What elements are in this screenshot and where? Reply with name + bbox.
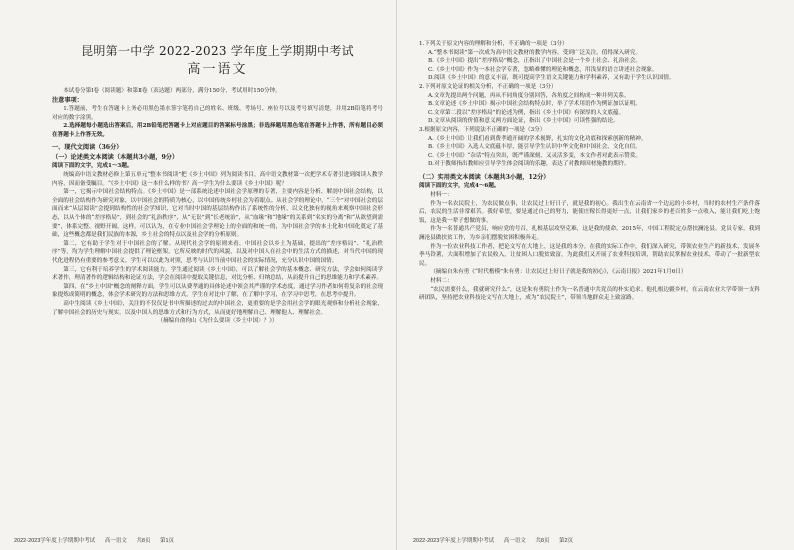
option-a: A.“整本书阅读”第一次成为高中语文教材的教学内容，受到广泛关注，值得深入研究。 [428, 49, 641, 56]
option-a: A.文章先提出两个问题，再从不同角度分别回答，各角度之间构成一种并列关系。 [428, 92, 630, 99]
passage-paragraph: 统编高中语文教材必修上第五单元“整本书阅读”把《乡土中国》列为阅读书目，高中语文教材第一次把学术专著引进到阅读人教学内容，因而备受瞩目。“《乡土中国》这一本什么样的书？高一学生为什么要读《乡土中国》呢？ [52, 172, 383, 187]
notice-item: 1.答题前，考生在答题卡上务必用黑色墨水签字笔将自己的姓名、班级、考场号、座位号以及考号填写清楚，并用2B铅笔将考号对应的数字涂黑。 [52, 106, 383, 121]
subsection-heading: （二）实用类文本阅读（本题共3小题，12分） [419, 173, 550, 181]
footer-total-pages: 共8页 [136, 538, 151, 544]
option-b: B.《乡土中国》提出“差序格局”概念，正指出了中国社会是一个乡土社会、礼治社会。 [428, 58, 641, 65]
question-1: 1.下列关于原文内容的理解和分析，不正确的一项是（3分） [419, 41, 568, 47]
option-d: D.对于教师指出教师应引导学生体会阅读的乐趣，表达了对教师因材施教的期许。 [428, 161, 630, 168]
option-d: D.文章从阅读的价值和意义两方面论证，指出《乡土中国》可读性强的结论。 [428, 118, 619, 125]
option-c: C.《乡土中国》作为一本社会学专著，忽略难懂的理论和概念，用浅显的语言讲述社会现象。 [428, 66, 658, 73]
option-d: D.阅读《乡土中国》的意义丰富，既可提高学生语文关键能力和学科素养，又有助于学生认识国情。 [428, 75, 675, 82]
page-2 [397, 0, 794, 550]
footer-exam: 2022-2023学年度上学期期中考试 [14, 538, 96, 544]
subsection-heading: （一）论述类文本阅读（本题共3小题，9分） [52, 153, 179, 161]
material-label: 材料一： [430, 192, 453, 198]
option-a: A.《乡土中国》让我们看到费孝通开阔的学术视野，扎实的文化功底和探索创新的精神。 [428, 135, 647, 142]
passage-paragraph: 第四，在“乡土中国”概念的阐释方面，学生可以从费孝通的具体论述中领会其严谨的学术态度，通过学习作者如何将复杂的社会现象提炼成简明的概念，体会学术研究的方法和思维方式。学生在对比中了解，在了解中学习，在学习中思考，在思考中提升。 [52, 283, 383, 299]
footer-exam: 2022-2023学年度上学期期中考试 [413, 538, 495, 544]
footer-total-pages: 共8页 [535, 538, 550, 544]
passage-paragraph: 第一，它揭示中国社会结构特点。《乡土中国》是一部系统论述中国社会学原理的专著，主要内容是分析、解剖中国社会结构，以全面的社会结构作为研究对象，以中国社会的特质为核心，以中国传统乡村社会为着眼点。从社会学的理论中，“三个”对中国社会的层面而来“从层阅读”会提到结构性的社会学知识，它对当时中国的基层结构作出了系统性的分析，以文化独有的视角来观察中国社会形态，以从个体的“差序格局”，到社会的“礼治秩序”，从“无讼”到“长老统治”，从“血缘”和“地缘”的关系到“名实的分离”和“从欲望到需要”，体系完整、视野开阔。这样，可以认为，在专业中国社会学理论上的全面的和统一的，为中国社会学的本土化和中国化奠定了基础，这些概念都是我们民族的本源，乡土社会的特点以及社会学的分析原则。 [52, 189, 383, 239]
reading-prompt: 阅读下面的文字，完成4～6题。 [419, 183, 500, 190]
question-3: 3.根据原文内容，下列说法不正确的一项是（3分） [419, 126, 546, 133]
material-paragraph: 作为一位农业科技工作者，把论文写在大地上，这是我的本分。在我的实际工作中，我们深入研究，带领农业生产的新技术，发展冬季马铃薯，大面积增加了农民收入，让贫困人口脱贫致富，为此我们又开展了农业科技培训，帮助农民掌握农业技术，带动了一批新型农民。 [419, 243, 760, 267]
subject-title: 高一语文 [187, 62, 248, 77]
option-b: B.《乡土中国》入选人文底蕴丰厚，能引导学生认识中华文化和中国社会，文化自信。 [428, 144, 641, 151]
notice-item: 2.选择题每小题选出答案后，用2B铅笔把答题卡上对应题目的答案标号涂黑；非选择题用黑色笔在答题卡上作答，所有题目必须在答题卡上作答无效。 [52, 123, 383, 138]
material-label: 材料二： [430, 277, 453, 284]
passage-paragraph: 高中生阅读《乡土中国》，关注的不仅仅是书中所描述的过去的中国社会，更重要的是学会用社会学的眼光观察和分析社会现象，了解中国社会的历史与现实，以及中国人的思维方式和行为方式，从而更好地理解自己、理解他人、理解社会。 [52, 300, 383, 316]
option-b: B.文章论述《乡土中国》揭示中国社会结构特点时，举了学术用语作为例证加以证明。 [428, 101, 641, 108]
passage-paragraph: 第二，它有助于学生对于中国社会的了解。从现代社会学的原则来看，中国社会以乡土为基础，提出的“差序格局”、“礼治秩序”等，均为学生理解中国社会提供了理论框架，它所反映的时代的风貌，以及对中国人在社会中的生活方式的描述，对当代中国的现代化进程仍有重要的参考意义。学生可以以此为对照，思考与认识当前中国社会的实际情况，充分认识中国的国情。 [52, 240, 383, 264]
notice-heading: 注意事项： [52, 96, 83, 104]
exam-intro: 本试卷分第Ⅰ卷（阅读题）和第Ⅱ卷（表达题）两部分，满分150分，考试用时150分钟。 [63, 88, 281, 94]
option-c: C.文章第二段以“差序格局”的论述为例，指出《乡土中国》有深厚的人文底蕴。 [428, 109, 625, 116]
passage-paragraph: 第三，它有利于培养学生的学术阅读能力。学生通过阅读《乡土中国》，可以了解社会学的基本概念、研究方法，学会如何阅读学术著作，理清著作的逻辑结构和论证方法，学会在阅读中提取关键信息，对比分析、归纳总结，从而提升自己的思维能力和学术素养。 [52, 266, 383, 282]
footer-subject: 高一语文 [104, 538, 127, 544]
material-paragraph: 作为一名农民院士，为农民做点事，让农民过上好日子，就是我的初心。我出生在云南省一个边远的小乡村，当时的农村生产条件落后，农民的生活非常艰苦。我好希望，要是通过自己的努力，能使庄稼长得更好一点，让我们家乡的老百姓多一点收入，能让我们吃上饱饭，这是我一辈子想做的事。 [419, 200, 760, 224]
passage-source: （摘编自俞钧山《为什么要读〈乡土中国〉？》） [157, 318, 278, 325]
material-paragraph: “农民需要什么，我就研究什么”，这是朱有勇院士作为一名普通中共党员的朴实追求。他扎根边疆乡村，在云南农业大学带领一支科研团队，坚持把农业科技论文写在大地上，成为“农民院士”，带领当地群众走上致富路。 [419, 286, 760, 302]
footer-page-number: 第2页 [558, 538, 574, 544]
section-heading: 一、现代文阅读（36分） [52, 144, 123, 152]
material-paragraph: 作为一名普通共产党员，响应党的号召，扎根基层攻坚克难，这是我的使命。2015年，中国工程院定点帮扶澜沧县。党员专家，我到澜沧县做扶贫工作，为乡亲们摆脱贫困积极奔走。 [419, 226, 760, 241]
question-2: 2.下列对原文论证的相关分析，不正确的一项是（3分） [419, 83, 557, 90]
option-c: C.《乡土中国》“杂话”特点突出，既严谨深刻，又灵活多变，本文作者对此表示赞赏。 [428, 152, 641, 159]
reading-prompt: 阅读下面的文字，完成1～3题。 [52, 163, 133, 170]
page-footer [14, 536, 374, 544]
footer-subject: 高一语文 [503, 538, 526, 544]
material-source: （摘编自朱有勇《“时代楷模”朱有勇：让农民过上好日子就是我的初心》，《云南日报》2021年1月6日） [430, 269, 687, 276]
footer-page-number: 第1页 [159, 538, 175, 544]
page-footer [413, 536, 773, 544]
exam-title: 昆明第一中学 2022-2023 学年度上学期期中考试 [81, 44, 354, 58]
